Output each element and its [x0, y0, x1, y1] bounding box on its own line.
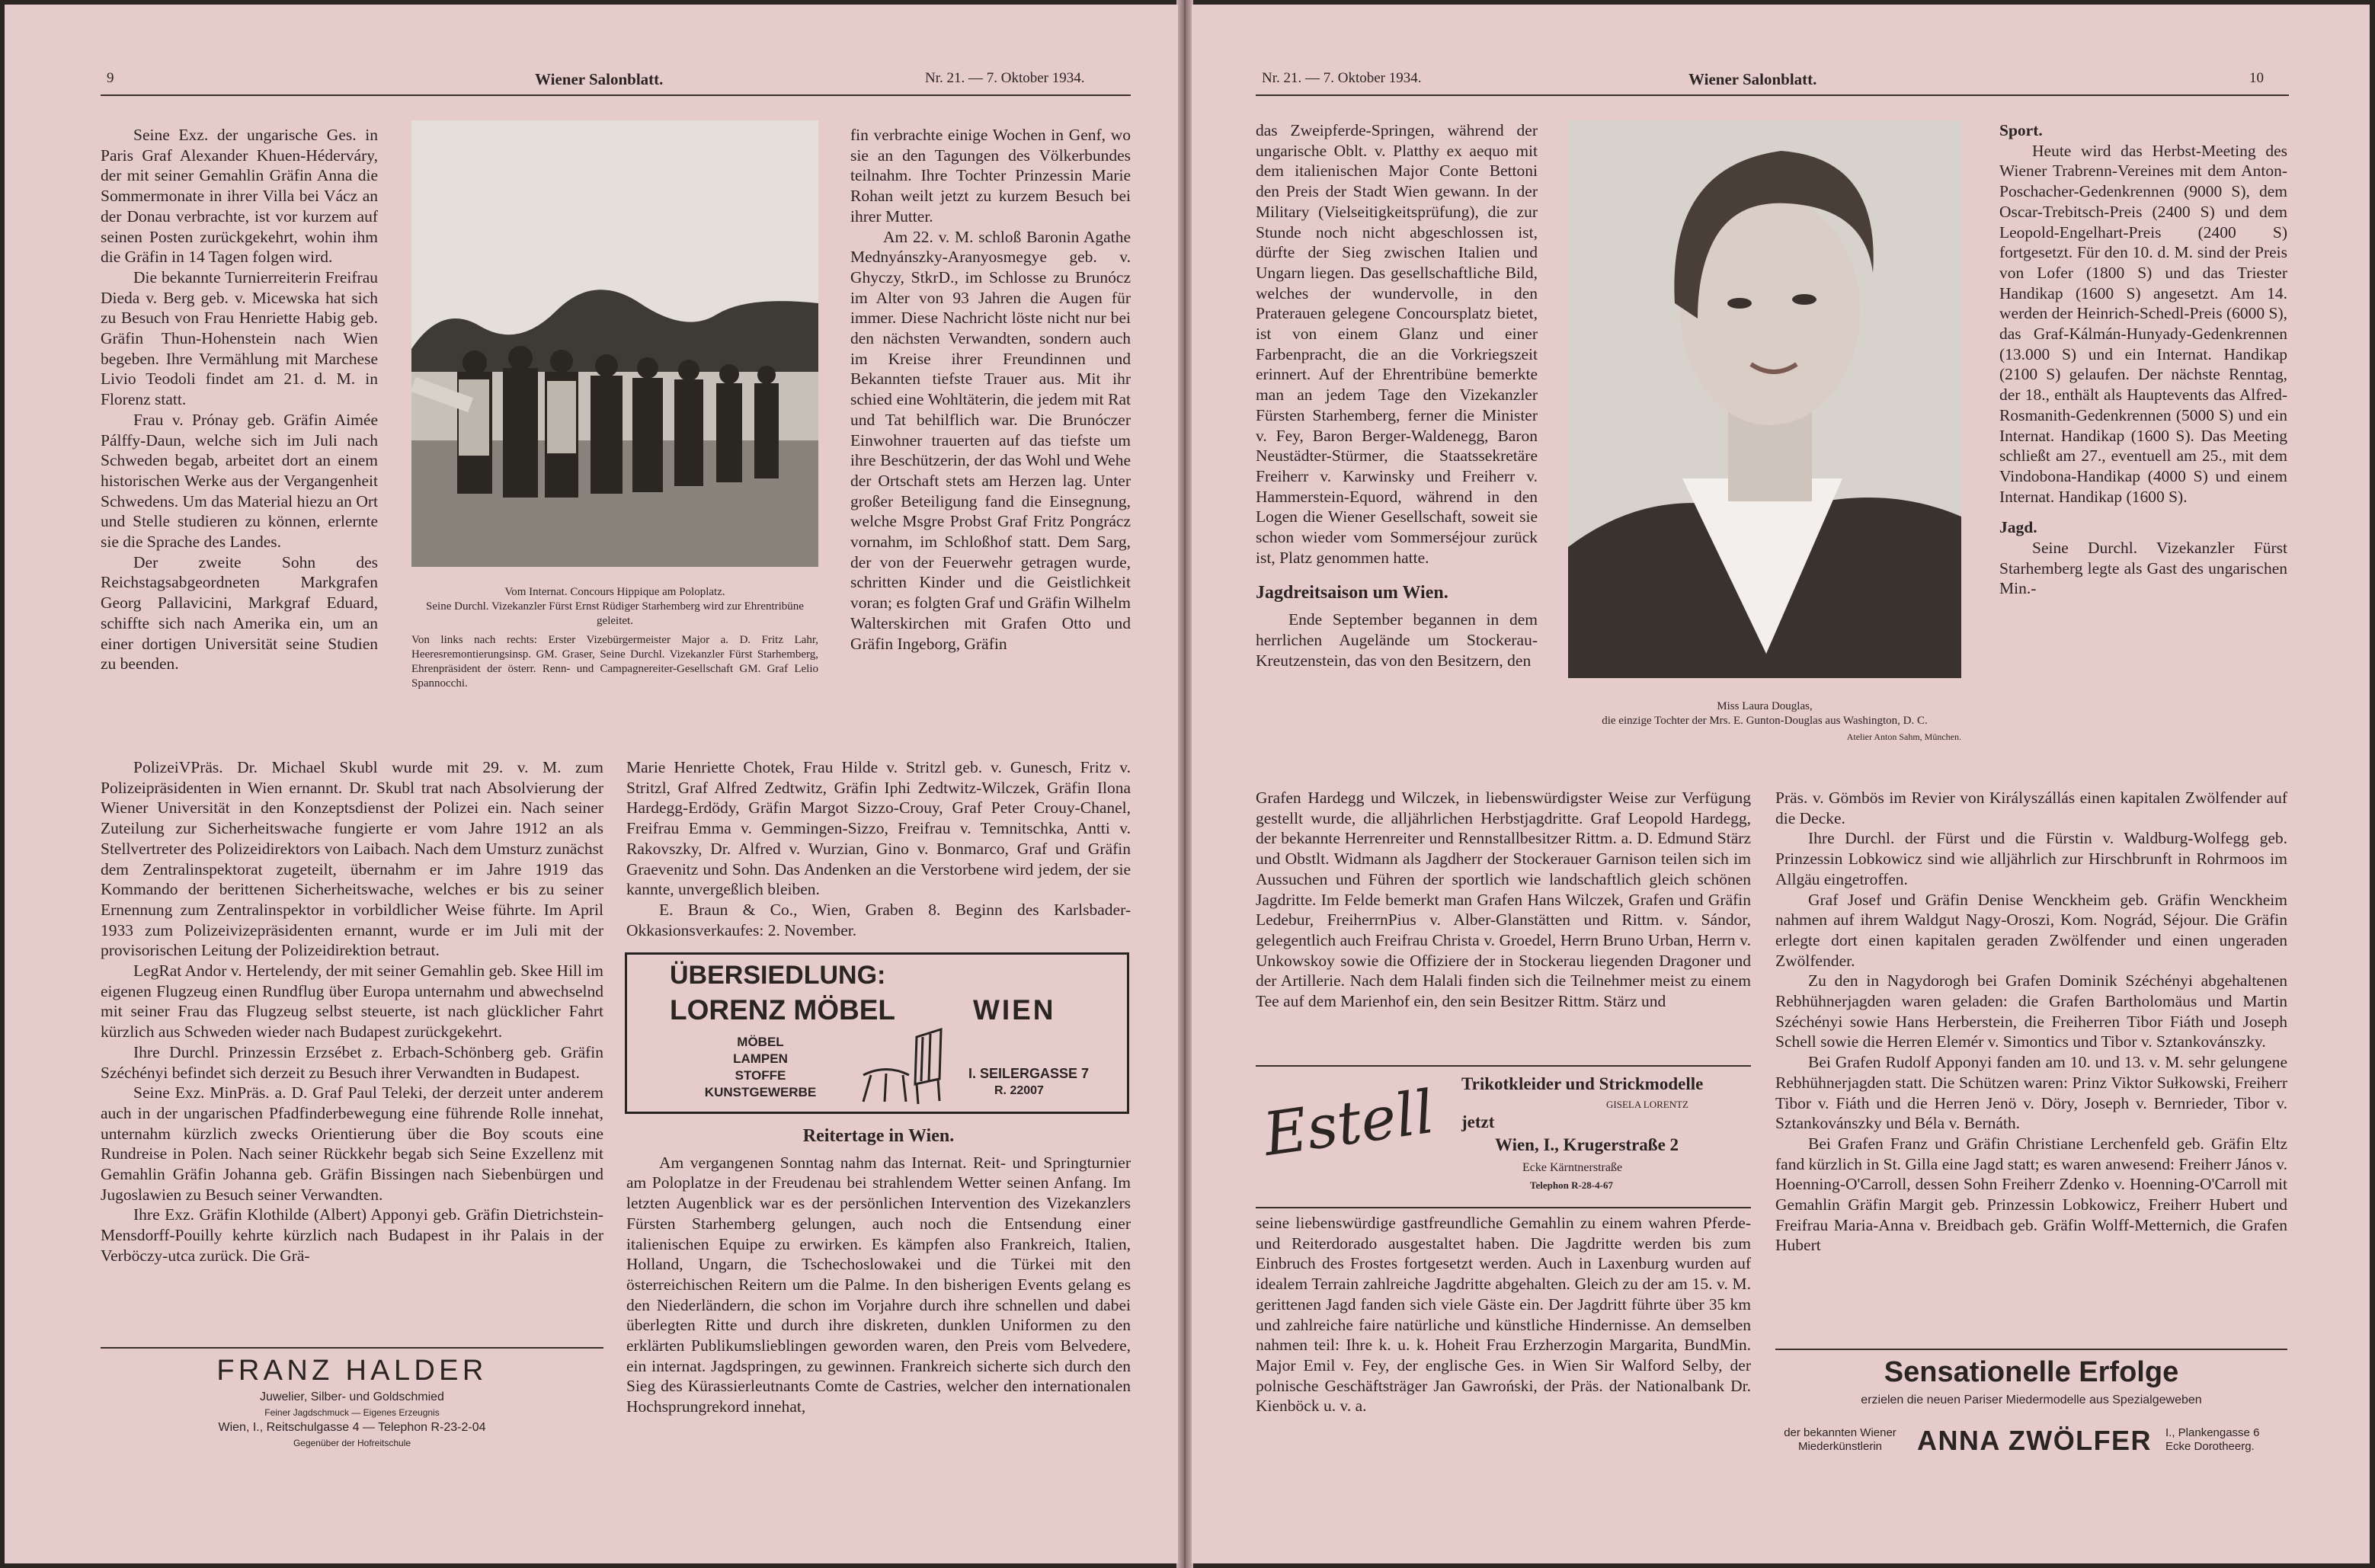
ad-line: jetzt [1461, 1112, 1495, 1131]
ad-line: Ecke Kärntnerstraße [1522, 1161, 1623, 1174]
paragraph: Grafen Hardegg und Wilczek, in liebenswürdigster Weise zur Verfügung gestellt wurde, die alljährlichen Herbstjagdritte. Graf Leopold Hardegg, der bekannte Herrenreiter und Rennstallbesitzer Rittm. a. D. Edmund Stärz und Obstlt. Widmann als Jagdherr der Stockerauer Garnison teilen sich im Aussuchen und Führen der sportlich wie landschaftlich gleich schönen Jagdritte. Im Felde bemerkt man Grafen Hans Wilczek, Grafen und Gräfin Ledebur, FreiherrnPius v. Alber-Glanstätten und Rittm. v. Sándor, gelegentlich auch Freifrau Christa v. Groedel, Herrn Bruno Urban, Herrn v. Unkowskoy sowie die Offiziere der in Stockerau liegenden Dragoner und der Artillerie. Nach dem Halali finden sich die Teilnehmer meist zu einem Tee auf dem Marienhof ein, den sein Besitzer Rittm. Stärz und [1256, 789, 1751, 1011]
left-column-3 [850, 125, 1131, 654]
sport-column [1999, 120, 2287, 599]
ad-rule [1775, 1349, 2287, 1350]
ad-rule [101, 1347, 603, 1349]
paragraph: Seine Durchl. Vizekanzler Fürst Starhemberg legte als Gast des ungarischen Min.- [1999, 539, 2287, 598]
paragraph: Ihre Durchl. der Fürst und die Fürstin v. Waldburg-Wolfegg geb. Prinzessin Lobkowicz sind wie alljährlich zur Hirschbrunft in Rohrmoos im Allgäu eingetroffen. [1775, 829, 2287, 888]
ad-line: Ecke Dorotheerg. [2165, 1440, 2255, 1453]
ad-phone: R. 22007 [994, 1084, 1044, 1097]
paragraph: Der zweite Sohn des Reichstagsabgeordneten Markgrafen Georg Pallavicini, Markgraf Eduard, schiffte sich nach Amerika ein, um an einer dortigen Universität seine Studien zu beenden. [101, 552, 378, 674]
paragraph: Ende September begannen in dem herrlichen Augelände um Stockerau-Kreutzenstein, das von den Besitzern, den [1256, 610, 1538, 670]
ad-line: Miederkünstlerin [1797, 1440, 1883, 1453]
page-number: 9 [107, 70, 114, 86]
ad-line: Wien, I., Reitschulgasse 4 — Telephon R-23-2-04 [218, 1421, 486, 1434]
paragraph: Heute wird das Herbst-Meeting des Wiener Trabrenn-Vereines mit dem Anton-Poschacher-Gedenkrennen (9000 S), dem Oscar-Trebitsch-Preis (2400 S) und dem Leopold-Engelhart-Preis (2400 S) fortgesetzt. Für den 10. d. M. sind der Preis von Lofer (1800 S) und das Triester Handikap (1600 S) angesetzt. Am 14. werden der Heinrich-Schedl-Preis (6000 S), das Graf-Kálmán-Hunyady-Gedenkrennen (13.000 S) und ein Internat. Handikap (2100 S) gelaufen. Der nächste Renntag, der 18., enthält als Hauptevents das Alfred-Rosmanith-Gedenkrennen (5000 S) und ein Internat. Handikap (1600 S). Das Meeting schließt am 27., eventuell am 25., mit dem Vindobona-Handikap (4000 S) und einem Internat. Handikap (1600 S). [1999, 141, 2287, 506]
left-lower-column [101, 757, 603, 1266]
ad-line: Juwelier, Silber- und Goldschmied [260, 1390, 444, 1403]
ad-item: KUNSTGEWERBE [704, 1085, 817, 1099]
jagdritt-column-bottom [1256, 1213, 1751, 1416]
paragraph: E. Braun & Co., Wien, Graben 8. Beginn des Karlsbader-Okkasionsverkaufes: 2. November. [626, 900, 1131, 939]
masthead: Wiener Salonblatt. [535, 70, 664, 88]
paragraph: Frau v. Prónay geb. Gräfin Aimée Pálffy-Daun, welche sich im Juli nach Schweden begab, arbeitet dort an einem historischen Werke aus der Vergangenheit Schwedens. Um das Material hiezu an Ort und Stelle studieren zu können, erlernte sie die Sprache des Landes. [101, 410, 378, 552]
paragraph: Bei Grafen Franz und Gräfin Christiane Lerchenfeld geb. Gräfin Eltz fand kürzlich in St. Gilla eine Jagd statt; es waren anwesend: Freiherr János v. Hoenning-O'Carroll, dessen Sohn Freiherr Zdenko v. Hoenning-O'Carroll mit Gemahlin Gräfin Margit geb. Prinzessin Lobkowicz, Freiherr Hubert und Freifrau Maria-Anna v. Breidbach geb. Gräfin Wolff-Metternich, die Grafen Hubert [1775, 1134, 2287, 1255]
ad-line: GISELA LORENTZ [1606, 1099, 1688, 1110]
ad-brand: LORENZ MÖBEL [670, 994, 895, 1026]
lorenz-moebel-ad [625, 952, 1129, 1114]
paragraph: Präs. v. Gömbös im Revier von Királyszállás einen kapitalen Zwölfender auf die Decke. [1775, 789, 2287, 827]
ad-line: Trikotkleider und Strickmodelle [1461, 1074, 1704, 1093]
masthead: Wiener Salonblatt. [1688, 70, 1817, 88]
left-column-1 [101, 125, 378, 674]
ad-line: Gegenüber der Hofreitschule [293, 1438, 411, 1448]
paragraph: Zu den in Nagydorogh bei Grafen Dominik Széchényi abgehaltenen Rebhühnerjagden waren geladen: die Grafen Bartholomäus und Martin Széchényi sowie Hans Herberstein, die Freiherren Tibor Fiáth und Joseph Schell sowie die Herren Elemér v. Simontics und Tibor v. Sztankovánszky. [1775, 971, 2287, 1051]
paragraph: Bei Grafen Rudolf Apponyi fanden am 10. und 13. v. M. sehr gelungene Rebhühnerjagden statt. Die Schützen waren: Prinz Viktor Sułkowski, Freiherr Tibor v. Fiáth und die Herren Jenö v. Döry, Joseph v. Bernrieder, Tibor v. Sztankovánszky und Béla v. Bernáth. [1775, 1053, 2287, 1133]
ad-items [696, 1034, 825, 1101]
section-title: Reitertage in Wien. [802, 1126, 955, 1146]
ad-line: Wien, I., Krugerstraße 2 [1495, 1135, 1679, 1154]
section-title: Sport. [1999, 121, 2043, 139]
franz-halder-ad [101, 1350, 603, 1464]
portrait-illustration [1568, 120, 1961, 678]
caption-line: Miss Laura Douglas, [1717, 700, 1813, 712]
ad-line-group [1775, 1426, 1905, 1454]
ad-line: erzielen die neuen Pariser Miedermodelle aus Spezialgeweben [1861, 1394, 2202, 1406]
jagd-notes-column [1775, 788, 2287, 1256]
paragraph: Seine Exz. MinPräs. a. D. Graf Paul Teleki, der derzeit unter anderem auch in der ungarischen Pfadfinderbewegung eine führende Rolle innehat, unternahm kürzlich zwecks Orientierung über die Boy scouts eine Rundreise in Polen. Nach seiner Rückkehr begab sich Seine Exzellenz mit Gemahlin Gräfin Johanna geb. Gräfin Bissingen nach Siebenbürgen und Jugoslawien zu Besuch seiner Verwandten. [101, 1083, 603, 1204]
paragraph: Am vergangenen Sonntag nahm das Internat. Reit- und Springturnier am Poloplatze in der Freudenau bei strahlendem Wetter seinen Anfang. Im letzten Augenblick war es der persönlichen Intervention des Vizekanzlers Fürsten Starhemberg gelungen, auch noch die Entsendung einer italienischen Equipe zu erwirken. Es kämpfen also Frankreich, Italien, Holland, Ungarn, die Tschechoslowakei und die Türkei mit den österreichischen Reitern um die Palme. In den bisherigen Events gelang es den Niederländern, die schon im Vorjahre durch ihre schnellen und dabei überlegten Ritte und durch ihre diskreten, dunklen Uniformen zu den erklärten Publikumslieblingen geworden waren, den Preis vom Belvedere, ein internat. Jagdspringen, zu gewinnen. Frankreich sicherte sich durch den Sieg des Kürassierleutnants Comte de Castries, welcher den internationalen Hochsprungrekord innehat, [626, 1153, 1131, 1416]
right-column-1 [1256, 120, 1538, 670]
paragraph: Die bekannte Turnierreiterin Freifrau Dieda v. Berg geb. v. Micewska hat sich zu Besuch von Frau Henriette Habig geb. Gräfin Thun-Hohenstein nach Wien begeben. Ihre Vermählung mit Marchese Livio Teodoli findet am 21. d. M. in Florenz statt. [101, 267, 378, 409]
ad-line: Feiner Jagdschmuck — Eigenes Erzeugnis [264, 1407, 440, 1418]
caption-line: Vom Internat. Concours Hippique am Poloplatz. [504, 586, 725, 598]
caption-line: Von links nach rechts: Erster Vizebürgermeister Major a. D. Fritz Lahr, Heeresremontierungsinsp. GM. Graser, Seine Durchl. Vizekanzler Fürst Starhemberg, Ehrenpräsident der österr. Renn- und Campagnereiter-Gesellschaft GM. Graf Lelio Spannocchi. [411, 634, 818, 690]
paragraph: Seine Exz. der ungarische Ges. in Paris Graf Alexander Khuen-Héderváry, der mit seiner Gemahlin Gräfin Anna die Sommermonate in ihrer Villa bei Vácz an der Donau verbrachte, ist vor kurzem auf seinen Posten zurückgekehrt, wohin ihm die Gräfin in 14 Tagen folgen wird. [101, 126, 378, 267]
ad-headline: Sensationelle Erfolge [1884, 1356, 2179, 1388]
paragraph: seine liebenswürdige gastfreundliche Gemahlin zu einem wahren Pferde- und Reiterdorado ausgestaltet haben. Die Jagdritte werden bis zum Einbruch des Frostes fortgesetzt werden. Auch in Laxenburg wurden auf idealem Terrain zahlreiche Jagdritte abgehalten. Gleich zu der am 15. v. M. gerittenen Jagd fanden sich viele Gäste ein. Der Jagdritt führte über 35 km und zahlreiche faire natürliche und künstliche Hindernisse. An demselben nahmen teil: Ihre k. u. k. Hoheit Frau Erzherzogin Margarita, BundMin. Major Emil v. Fey, der englische Ges. in Wien Sir Walford Selby, der polnische Geschäftsträger Jan Gawroński, der Präs. der Nationalbank Dr. Kienböck u. v. a. [1256, 1214, 1751, 1416]
section-title: Jagd. [1999, 518, 2037, 537]
ad-line: der bekannten Wiener [1784, 1426, 1896, 1439]
reitertage-article [626, 1123, 1131, 1417]
ad-address [2165, 1426, 2259, 1454]
ad-rule [1256, 1065, 1751, 1067]
ad-item: MÖBEL [737, 1035, 784, 1049]
issue-line: Nr. 21. — 7. Oktober 1934. [925, 70, 1085, 86]
ad-headline: ÜBERSIEDLUNG: [670, 961, 886, 990]
ad-city: WIEN [973, 994, 1056, 1026]
chair-icon [856, 1022, 947, 1106]
paragraph: Ihre Durchl. Prinzessin Erzsébet z. Erbach-Schönberg geb. Gräfin Széchényi befindet sich derzeit zu Besuch ihrer Verwandten in Budapest. [101, 1042, 603, 1082]
section-title: Jagdreitsaison um Wien. [1256, 583, 1448, 603]
binding-gutter [1176, 0, 1193, 1568]
caption-line: Seine Durchl. Vizekanzler Fürst Ernst Rüdiger Starhemberg wird zur Ehrentribüne geleitet. [426, 600, 804, 627]
paragraph: LegRat Andor v. Hertelendy, der mit seiner Gemahlin geb. Skee Hill im eigenen Flugzeug einen Rundflug über Europa unternahm und abwechselnd mit seiner Frau das Flugzeug selbst steuerte, ist nach glücklicher Fahrt kürzlich aus Schweden wieder nach Budapest zurückgekehrt. [101, 962, 603, 1042]
paragraph: Marie Henriette Chotek, Frau Hilde v. Stritzl geb. v. Gunesch, Fritz v. Stritzl, Graf Alfred Zedtwitz, Gräfin Iphi Zedtwitz-Wilczek, Gräfin Ilona Hardegg-Erdödy, Gräfin Margot Sizzo-Crouy, Graf Peter Crouy-Chanel, Freifrau Emma v. Gemmingen-Sizzo, Freifrau v. Temnitschka, Antti v. Rakovszky, Dr. Alfred v. Wurzian, Gino v. Bonmarco, Graf und Gräfin Graevenitz und Sohn. Das Andenken an die Verstorbene wird jedem, der sie kannte, unvergeßlich bleiben. [626, 758, 1131, 899]
issue-line: Nr. 21. — 7. Oktober 1934. [1262, 70, 1422, 86]
photo-caption-left [411, 585, 818, 691]
ad-item: STOFFE [735, 1068, 786, 1083]
ad-address: I. SEILERGASSE 7 [968, 1066, 1090, 1081]
paragraph: Ihre Exz. Gräfin Klothilde (Albert) Apponyi geb. Gräfin Dietrichstein-Mensdorff-Pouilly kehrte kürzlich nach Budapest in ihr Palais in der Verböczy-utca zurück. Die Grä- [101, 1205, 603, 1265]
horse-show-photo [411, 120, 818, 567]
ad-rule [1256, 1207, 1751, 1208]
page-right [1192, 5, 2370, 1563]
ad-line: I., Plankengasse 6 [2165, 1426, 2260, 1439]
ad-line: Telephon R-28-4-67 [1530, 1179, 1613, 1191]
jagdritt-column [1256, 788, 1751, 1012]
page-left [5, 5, 1178, 1563]
anna-zwoelfer-ad [1775, 1352, 2287, 1466]
estell-ad [1256, 1068, 1751, 1205]
paragraph: PolizeiVPräs. Dr. Michael Skubl wurde mit 29. v. M. zum Polizeipräsidenten in Wien ernannt. Dr. Skubl trat nach Absolvierung der Wiener Universität in den Konzeptsdienst der Polizei ein. Nach seiner Zuteilung zur Sicherheitswache fungierte er vom Jahre 1912 an als Stellvertreter des Polizeidirektors von Laibach. Nach dem Umsturz zunächst dem Zentralinspektorat zugeteilt, übernahm er im Jahre 1919 das Kommando der berittenen Sicherheitswache, welches er bis zu seiner Ernennung zum Zentralinspektor in vorbildlicher Weise führte. Im April 1933 zum Polizeivizepräsidenten ernannt, wurde er im Juli mit der provisorischen Leitung der Polizeidirektion betraut. [101, 758, 603, 960]
paragraph: Graf Josef und Gräfin Denise Wenckheim geb. Gräfin Wenckheim nahmen auf ihrem Waldgut Nagy-Oroszi, Kom. Nográd, Séjour. Die Gräfin erlegte dort einen kapitalen geraden Zwölfender und einen ungeraden Zwölfender. [1775, 890, 2287, 970]
paragraph: fin verbrachte einige Wochen in Genf, wo sie an den Tagungen des Völkerbundes teilnahm. Ihre Tochter Prinzessin Marie Rohan weilt jetzt zu kurzem Besuch bei ihrer Mutter. [850, 126, 1131, 226]
paragraph: das Zweipferde-Springen, während der ungarische Oblt. v. Platthy ex aequo mit dem italienischen Major Conte Bettoni den Preis der Stadt Wien gewann. In der Military (Vielseitigkeitsprüfung), die zur Stunde noch nicht abgeschlossen ist, dürfte der Sieg zwischen Italien und Ungarn liegen. Das gesellschaftliche Bild, welches der wundervolle, in den Praterauen gelegene Concoursplatz bietet, ist von einem Glanz und einer Farbenpracht, die an die Vorkriegszeit erinnert. Auf der Ehrentribüne bemerkte man an jedem Tage den Vizekanzler Fürsten Starhemberg, ferner die Minister v. Fey, Baron Berger-Waldenegg, Baron Neustädter-Stürmer, die Staatssekretäre Freiherr v. Karwinsky und Freiherr v. Hammerstein-Equord, während in den Logen die Wiener Gesellschaft, soweit sie schon wieder vom Sommerséjour zurück ist, Platz genommen hatte. [1256, 121, 1538, 567]
ad-item: LAMPEN [733, 1051, 788, 1066]
portrait-photo [1568, 120, 1961, 678]
photo-crowd-illustration [411, 120, 818, 567]
page-number: 10 [2249, 70, 2264, 86]
estell-logo: Estell [1259, 1077, 1439, 1170]
header-rule [1256, 94, 2289, 96]
right-lower-column [626, 757, 1131, 940]
paragraph: Am 22. v. M. schloß Baronin Agathe Mednyánszky-Aranyosmegye geb. v. Ghyczy, StkrD., im Schlosse zu Brunócz im Alter von 93 Jahren die Augen für immer. Diese Nachricht löste nicht nur bei den nächsten Verwandten, sondern auch im Kreise ihrer Freundinnen und Bekannten tiefste Trauer aus. Mit ihr schied eine Wohltäterin, die jedem mit Rat und Tat behilflich war. Die Brunóczer Einwohner trauerten auf das tiefste um ihre Beschützerin, der das Wohl und Wehe der Ortschaft stets am Herzen lag. Unter großer Beteiligung fand die Einsegnung, welche Msgre Probst Graf Fritz Pongrácz vornahm, im Schloßhof statt. Dem Sarg, der von der Feuerwehr getragen wurde, schritten Kinder und die Geistlichkeit voran; es folgten Graf und Gräfin Wilhelm Walterskirchen mit Grafen Otto und Gräfin Ingeborg, Gräfin [850, 227, 1131, 653]
ad-brand: ANNA ZWÖLFER [1917, 1425, 2152, 1456]
caption-line: die einzige Tochter der Mrs. E. Gunton-Douglas aus Washington, D. C. [1602, 715, 1928, 727]
header-rule [101, 94, 1131, 96]
photo-credit: Atelier Anton Sahm, München. [1846, 731, 1961, 742]
photo-caption-right [1568, 699, 1961, 744]
ad-name: FRANZ HALDER [216, 1355, 488, 1387]
